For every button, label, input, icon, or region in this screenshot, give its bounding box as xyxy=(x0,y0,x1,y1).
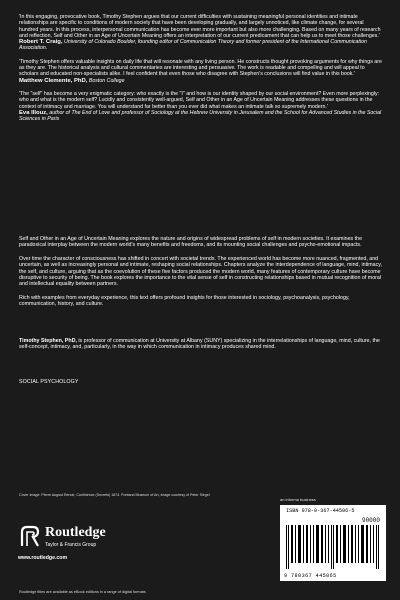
description-paragraph: Rich with examples from everyday experience, this text offers profound insights for those interested in sociology, psychoanalysis, psychology, communication, history, and culture. xyxy=(19,294,350,308)
endorser-name: Robert T. Craig, xyxy=(19,39,63,46)
book-description xyxy=(19,236,384,315)
isbn-label: ISBN 978-0-367-44506-5 xyxy=(286,508,355,514)
endorsement xyxy=(19,59,384,84)
author-name: Timothy Stephen, PhD, xyxy=(19,338,77,344)
endorsement-attribution xyxy=(19,110,384,123)
barcode xyxy=(280,505,386,581)
endorsement xyxy=(19,91,384,122)
barcode-bars xyxy=(286,525,380,569)
endorser-affiliation: Boston College xyxy=(87,77,125,84)
description-paragraph: Self and Other in an Age of Uncertain Meaning explores the nature and origins of widespread problems of self in modern societies. It examines the paradoxical interplay between the modern world's many benefits and freedoms, and its mounting social challenges and psycho-emotional impacts. xyxy=(19,236,363,249)
subject-category: SOCIAL PSYCHOLOGY xyxy=(19,379,79,385)
endorser-name: Matthew Clemente, PhD, xyxy=(19,77,88,84)
publisher-website: www.routledge.com xyxy=(18,555,68,561)
routledge-logo-icon xyxy=(18,524,42,548)
informa-tagline: an informa business xyxy=(280,497,316,502)
price-code: 90000 xyxy=(361,517,380,524)
endorser-name: Eva Illouz, xyxy=(19,109,48,116)
endorser-affiliation: author of The End of Love and professor of Sociology at the Hebrew University in Jerusalem and the School for Advanced Studies in the Social Sciences in Paris xyxy=(19,109,382,123)
endorsement-text: 'Timothy Stephen offers valuable insights on daily life that will resonate with any living person. He constructs thought provoking arguments for why things are as they are. The historical analysis and cultural commentaries are interesting and persuasive. The work is readable and compelling and will appeal to scholars and educated non-specialists alike. I feel confident that even those who disagree with Stephen's conclusions will find value in this book.' xyxy=(19,58,382,78)
endorsement xyxy=(19,14,384,52)
description-paragraph: Over time the character of consciousness has shifted in concert with societal trends. The experienced world has become more nuanced, fragmented, and uncertain, as well as increasingly personal and intimate, reshaping social relationships. Chapters analyze the interdependence of language, mind, intimacy, the self, and culture, arguing that as the coevolution of these five factors produced the modern world, many features of contemporary culture have become disruptive to security of being. The book explores the importance to the vital sense of self in constructing relationships based in mutual recognition of moral and intellectual equality between partners. xyxy=(19,255,382,288)
barcode-number: 9 780367 445065 xyxy=(284,573,337,579)
cover-credit: Cover image: Pierre August Renoir, Confidence (Secrets) 1874. Portland Museum of Art, image courtesy of Peter Siegel xyxy=(19,493,210,497)
author-bio xyxy=(19,338,384,351)
ebook-note: Routledge titles are available as eBook editions in a range of digital formats xyxy=(19,590,146,594)
endorsement-text: 'The "self" has become a very enigmatic category: who exactly is the "I" and how is our identity shaped by our social environment? Even more perplexingly: who and what is the modern self? Lucidly and consistently well-argued, Self and Other in an Age of Uncertain Meaning addresses these questions in the context of intimacy and marriage. You will understand far better than you ever did what makes an intimate talk so supremely modern.' xyxy=(19,90,380,110)
author-bio-text: is professor of communication at University at Albany (SUNY) specializing in the interrelationships of language, mind, culture, the self-concept, intimacy, and, particularly, in the way in which communication in intimacy produces shared mind. xyxy=(19,338,380,351)
endorser-affiliation: University of Colorado Boulder, founding editor of Communication Theory and former president of the International Communication Association. xyxy=(19,39,367,52)
endorsement-text: 'In this engaging, provocative book, Timothy Stephen argues that our current difficulties with sustaining meaningful personal identities and intimate relationships are specific to conditions of modern society that have been developing gradually, and largely unnoticed, like climate change, for several hundred years. In this process, interpersonal communication has become ever more important but also more challenging. Based on many years of research and reflection, Self and Other in an Age of Uncertain Meaning offers an interpretation of our current predicament that can help us to meet those challenges.' xyxy=(19,14,381,39)
endorsement-attribution xyxy=(19,78,384,84)
endorsement-attribution xyxy=(19,39,384,52)
publisher-name: Routledge xyxy=(45,525,106,540)
publisher-group: Taylor & Francis Group xyxy=(45,542,97,548)
endorsements xyxy=(19,14,384,129)
